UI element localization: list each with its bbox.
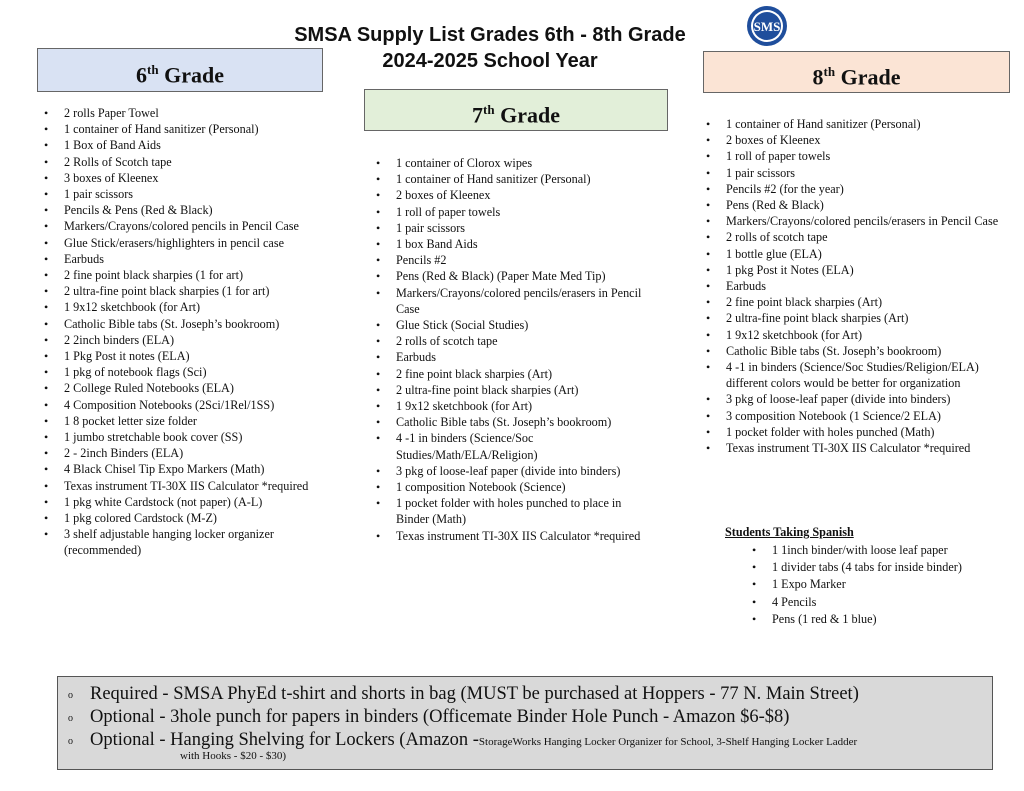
spanish-heading: Students Taking Spanish: [725, 525, 854, 539]
list-item: • 2 fine point black sharpies (1 for art): [40, 267, 325, 283]
grade-6-heading: [37, 48, 323, 92]
list-item: • 1 pair scissors: [702, 165, 1012, 181]
list-item: • 1 box Band Aids: [372, 236, 657, 252]
list-item: • 1 composition Notebook (Science): [372, 479, 657, 495]
list-item: • Pens (1 red & 1 blue): [748, 611, 1013, 628]
list-item: • 1 pair scissors: [40, 186, 325, 202]
list-item: • Pencils & Pens (Red & Black): [40, 202, 325, 218]
list-item: • 4 Composition Notebooks (2Sci/1Rel/1SS): [40, 397, 325, 413]
list-item: • Pens (Red & Black): [702, 197, 1012, 213]
list-item: • 2 boxes of Kleenex: [372, 187, 657, 203]
list-item: • Texas instrument TI-30X IIS Calculator *required: [372, 528, 657, 544]
list-item: • 2 ultra-fine point black sharpies (Art): [702, 310, 1012, 326]
list-item: • Earbuds: [372, 349, 657, 365]
list-item: • 1 roll of paper towels: [702, 148, 1012, 164]
list-item: • 1 container of Hand sanitizer (Personal): [372, 171, 657, 187]
list-item: • 1 Expo Marker: [748, 576, 1013, 593]
list-item: • Pencils #2: [372, 252, 657, 268]
grade-8-suffix: th: [823, 64, 836, 79]
list-item: • 1 pkg of notebook flags (Sci): [40, 364, 325, 380]
list-item: • 2 - 2inch Binders (ELA): [40, 445, 325, 461]
footer-optional-punch-line: o Optional - 3hole punch for papers in binders (Officemate Binder Hole Punch - Amazon $6-$8): [68, 706, 992, 729]
list-item: • 3 shelf adjustable hanging locker organizer (recommended): [40, 526, 325, 558]
list-item: • 1 pkg white Cardstock (not paper) (A-L): [40, 494, 325, 510]
list-item: • Texas instrument TI-30X IIS Calculator *required: [702, 440, 1012, 456]
list-item: • 3 pkg of loose-leaf paper (divide into binders): [372, 463, 657, 479]
list-item: • 2 College Ruled Notebooks (ELA): [40, 380, 325, 396]
list-item: • 2 rolls of scotch tape: [372, 333, 657, 349]
school-logo: [746, 5, 788, 47]
spanish-supply-list: [748, 542, 1013, 628]
list-item: • 1 1inch binder/with loose leaf paper: [748, 542, 1013, 559]
list-item: • 1 pocket folder with holes punched to place in Binder (Math): [372, 495, 657, 527]
list-item: • 1 9x12 sketchbook (for Art): [372, 398, 657, 414]
list-item: • Earbuds: [40, 251, 325, 267]
list-item: • 2 fine point black sharpies (Art): [702, 294, 1012, 310]
list-item: • 1 9x12 sketchbook (for Art): [40, 299, 325, 315]
list-item: • 2 2inch binders (ELA): [40, 332, 325, 348]
grade-8-number: 8: [812, 64, 824, 90]
footer-shelving-continued: with Hooks - $20 - $30): [180, 750, 287, 762]
list-item: • 1 container of Hand sanitizer (Personal): [40, 121, 325, 137]
list-item: • Texas instrument TI-30X IIS Calculator *required: [40, 478, 325, 494]
list-item: • 1 container of Clorox wipes: [372, 155, 657, 171]
list-item: • Glue Stick (Social Studies): [372, 317, 657, 333]
list-item: • 1 roll of paper towels: [372, 204, 657, 220]
list-item: • Catholic Bible tabs (St. Joseph’s bookroom): [372, 414, 657, 430]
grade-6-word: Grade: [158, 62, 224, 88]
page-subtitle: 2024-2025 School Year: [382, 50, 598, 72]
list-item: • Markers/Crayons/colored pencils in Pencil Case: [40, 218, 325, 234]
footer-shelving-main: Optional - Hanging Shelving for Lockers (Amazon -: [90, 730, 479, 750]
list-item: • 3 boxes of Kleenex: [40, 170, 325, 186]
grade-7-supply-list: [372, 155, 657, 544]
list-item: • 2 ultra-fine point black sharpies (1 for art): [40, 283, 325, 299]
list-item: • Markers/Crayons/colored pencils/erasers in Pencil Case: [372, 285, 657, 317]
list-item: • 1 Pkg Post it notes (ELA): [40, 348, 325, 364]
list-item: • 3 composition Notebook (1 Science/2 ELA): [702, 408, 1012, 424]
list-item: • 1 container of Hand sanitizer (Personal): [702, 116, 1012, 132]
list-item: • Catholic Bible tabs (St. Joseph’s bookroom): [40, 316, 325, 332]
grade-8-word: Grade: [835, 64, 901, 90]
list-item: • Catholic Bible tabs (St. Joseph’s bookroom): [702, 343, 1012, 359]
list-item: • Glue Stick/erasers/highlighters in pencil case: [40, 235, 325, 251]
page-title: SMSA Supply List Grades 6th - 8th Grade: [294, 24, 686, 46]
list-item: • 1 pocket folder with holes punched (Math): [702, 424, 1012, 440]
list-item: • 1 jumbo stretchable book cover (SS): [40, 429, 325, 445]
list-item: • 2 Rolls of Scotch tape: [40, 154, 325, 170]
list-item: • 1 9x12 sketchbook (for Art): [702, 327, 1012, 343]
list-item: • 1 8 pocket letter size folder: [40, 413, 325, 429]
grade-6-suffix: th: [147, 62, 159, 77]
list-item: • Pens (Red & Black) (Paper Mate Med Tip): [372, 268, 657, 284]
grade-8-heading: [703, 51, 1010, 93]
list-item: • 2 rolls Paper Towel: [40, 105, 325, 121]
grade-8-supply-list: [702, 116, 1012, 456]
list-item: • Markers/Crayons/colored pencils/erasers in Pencil Case: [702, 213, 1012, 229]
list-item: • 1 Box of Band Aids: [40, 137, 325, 153]
list-item: • 2 rolls of scotch tape: [702, 229, 1012, 245]
grade-7-suffix: th: [483, 102, 495, 117]
list-item: • Pencils #2 (for the year): [702, 181, 1012, 197]
list-item: • 1 divider tabs (4 tabs for inside binder): [748, 559, 1013, 576]
grade-6-supply-list: [40, 105, 325, 559]
list-item: • 1 pkg colored Cardstock (M-Z): [40, 510, 325, 526]
list-item: • 3 pkg of loose-leaf paper (divide into binders): [702, 391, 1012, 407]
grade-7-word: Grade: [494, 102, 560, 128]
list-item: • 2 boxes of Kleenex: [702, 132, 1012, 148]
footer-shelving-detail: StorageWorks Hanging Locker Organizer for School, 3-Shelf Hanging Locker Ladder: [478, 736, 858, 748]
list-item: • 4 Black Chisel Tip Expo Markers (Math): [40, 461, 325, 477]
list-item: • 4 Pencils: [748, 594, 1013, 611]
footer-notes: [57, 676, 993, 770]
list-item: • 2 fine point black sharpies (Art): [372, 366, 657, 382]
list-item: • 2 ultra-fine point black sharpies (Art): [372, 382, 657, 398]
list-item: • Earbuds: [702, 278, 1012, 294]
grade-7-number: 7: [472, 102, 484, 128]
footer-required-line: o Required - SMSA PhyEd t-shirt and shorts in bag (MUST be purchased at Hoppers - 77 N. Main Street): [68, 683, 992, 706]
grade-6-number: 6: [136, 62, 148, 88]
grade-7-heading: [364, 89, 668, 131]
footer-optional-shelving-line: [68, 729, 992, 754]
list-item: • 4 -1 in binders (Science/Soc Studies/Religion/ELA) different colors would be better for organization: [702, 359, 1012, 391]
list-item: • 1 bottle glue (ELA): [702, 246, 1012, 262]
logo-text: SMS: [753, 19, 781, 34]
list-item: • 4 -1 in binders (Science/Soc Studies/Math/ELA/Religion): [372, 430, 657, 462]
list-item: • 1 pair scissors: [372, 220, 657, 236]
list-item: • 1 pkg Post it Notes (ELA): [702, 262, 1012, 278]
